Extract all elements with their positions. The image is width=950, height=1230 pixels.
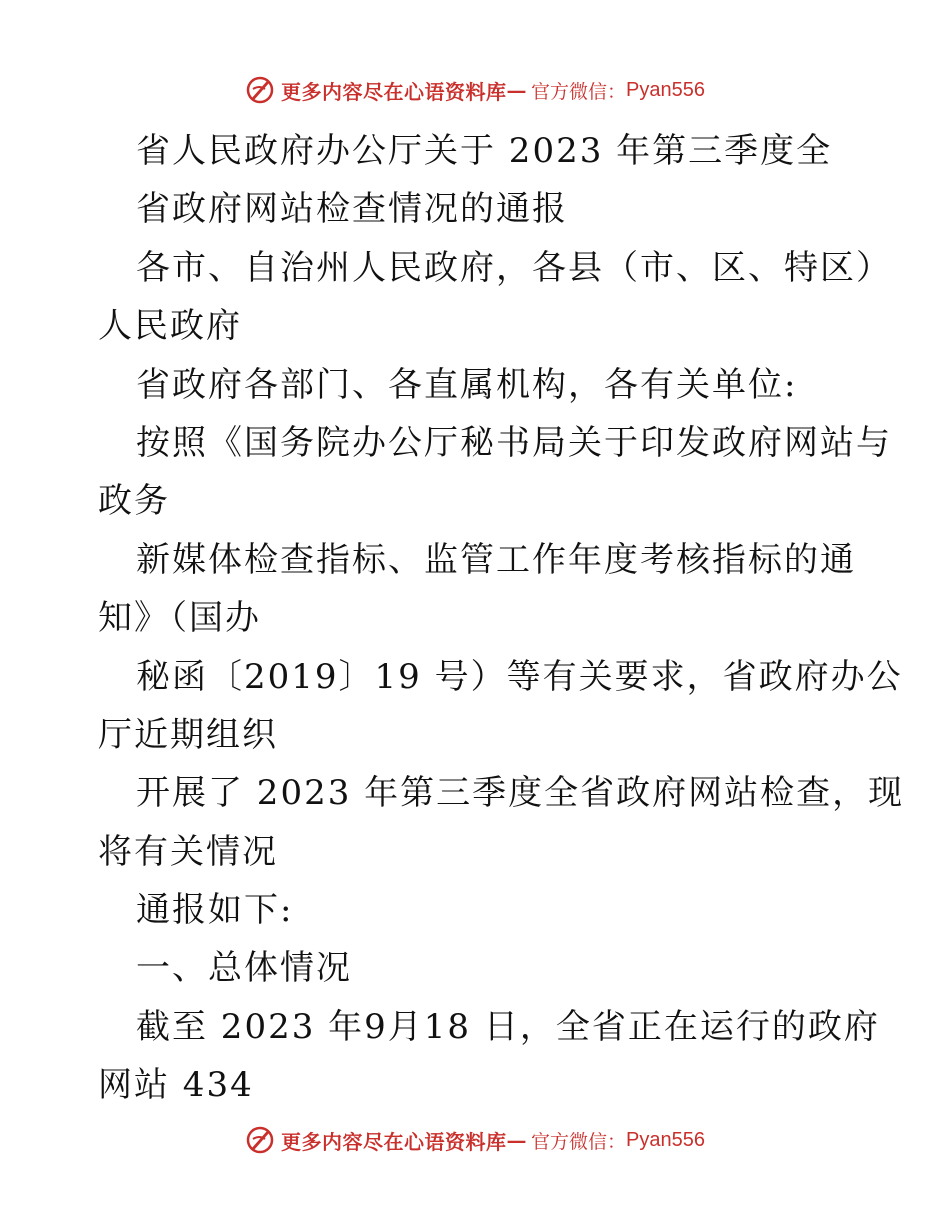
- document-line: 一、总体情况: [136, 948, 352, 989]
- document-line: 政务: [98, 481, 170, 522]
- document-line: 省人民政府办公厅关于 2023 年第三季度全: [136, 131, 833, 171]
- watermark-separator: —: [506, 78, 527, 102]
- document-line: 知》（国办: [98, 598, 261, 639]
- document-line: 厅近期组织: [98, 714, 278, 755]
- watermark-brand-text: 更多内容尽在心语资料库: [281, 79, 507, 104]
- watermark-brand-text: 更多内容尽在心语资料库: [281, 1129, 507, 1154]
- document-body: [98, 122, 905, 1115]
- watermark-banner-top: [0, 70, 950, 110]
- document-line: 人民政府: [98, 306, 242, 347]
- watermark-wechat-label: 官方微信：: [531, 80, 627, 103]
- watermark-banner-bottom: [0, 1120, 950, 1160]
- document-line: 各市、自治州人民政府，各县（市、区、特区）: [136, 247, 892, 288]
- document-line: 省政府各部门、各直属机构，各有关单位:: [136, 364, 798, 405]
- watermark-separator: —: [506, 1128, 527, 1152]
- document-line: 省政府网站检查情况的通报: [136, 189, 568, 230]
- document-line: 截至 2023 年9月18 日，全省正在运行的政府: [136, 1006, 880, 1047]
- document-line: 将有关情况: [98, 831, 278, 872]
- document-line: 按照《国务院办公厅秘书局关于印发政府网站与: [136, 422, 892, 463]
- watermark-wechat-label: 官方微信：: [531, 1130, 627, 1153]
- document-line: 开展了 2023 年第三季度全省政府网站检查，现: [136, 773, 905, 814]
- quill-logo-icon: [245, 1125, 275, 1155]
- watermark-wechat-id: Pyan556: [626, 78, 705, 101]
- document-line: 网站 434: [98, 1065, 254, 1106]
- watermark-wechat-id: Pyan556: [626, 1128, 705, 1151]
- document-line: 秘函〔2019〕19 号）等有关要求，省政府办公: [136, 656, 903, 697]
- document-line: 新媒体检查指标、监管工作年度考核指标的通: [136, 539, 856, 580]
- document-line: 通报如下:: [136, 890, 294, 931]
- quill-logo-icon: [245, 75, 275, 105]
